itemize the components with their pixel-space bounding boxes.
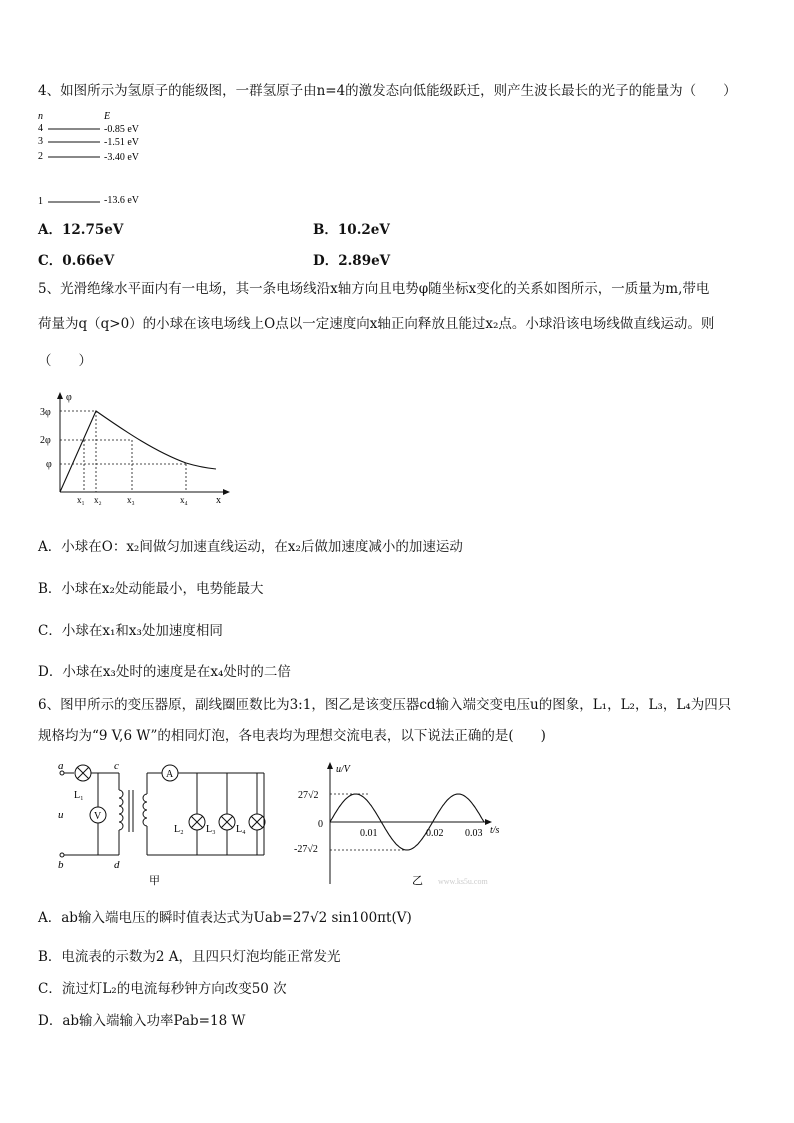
caption-yi: 乙	[412, 875, 423, 887]
x-axis-label: x	[216, 495, 221, 506]
level-4-n: 4	[38, 123, 43, 134]
q6-option-d: D．ab输入端输入功率Pab=18 W	[38, 1013, 246, 1029]
t-axis-label: t/s	[490, 825, 500, 836]
q4-option-d: D．2.89eV	[313, 253, 391, 269]
phi-axis-label: φ	[66, 392, 72, 403]
ammeter-label: A	[166, 769, 174, 780]
watermark: www.ks5u.com	[438, 877, 488, 886]
x-axis-arrow	[223, 489, 230, 495]
peak-pos-label: 27√2	[298, 790, 319, 801]
q5-stem-line3: （ ）	[38, 353, 92, 369]
tick-x1: x₁	[77, 495, 85, 505]
level-3-n: 3	[38, 136, 43, 147]
q6-stem-line2: 规格均为“9 V,6 W”的相同灯泡，各电表均为理想交流电表，以下说法正确的是( )	[38, 728, 546, 744]
terminal-b-label: b	[58, 859, 64, 871]
energy-level-diagram	[34, 110, 234, 210]
potential-graph	[36, 390, 236, 510]
tick-0-03: 0.03	[465, 828, 483, 839]
level-1-energy: -13.6 eV	[104, 195, 139, 206]
phi-curve	[60, 411, 216, 492]
level-2-n: 2	[38, 151, 43, 162]
phi-axis-arrow	[57, 392, 63, 399]
voltage-waveform	[290, 760, 520, 890]
terminal-c-label: c	[114, 760, 119, 772]
q5-option-c: C．小球在x₁和x₃处加速度相同	[38, 623, 223, 639]
q6-stem-line1: 6、图甲所示的变压器原，副线圈匝数比为3:1，图乙是该变压器cd输入端交变电压u的图象，L₁，L₂，L₃，L₄为四只	[38, 697, 732, 713]
level-1-n: 1	[38, 196, 43, 207]
caption-jia: 甲	[149, 875, 160, 887]
tick-x2: x₂	[94, 495, 102, 505]
q4-stem: 4、如图所示为氢原子的能级图，一群氢原子由n=4的激发态向低能级跃迁，则产生波长最长的光子的能量为（ ）	[38, 83, 737, 99]
secondary-coil	[143, 794, 147, 826]
level-2-energy: -3.40 eV	[104, 152, 139, 163]
tick-2phi: 2φ	[40, 435, 51, 446]
tick-x4: x₄	[180, 495, 188, 505]
q5-stem-line1: 5、光滑绝缘水平面内有一电场，其一条电场线沿x轴方向且电势φ随坐标x变化的关系如图所示，一质量为m,带电	[38, 281, 710, 297]
u-axis-label: u/V	[336, 764, 350, 775]
q4-option-a: A．12.75eV	[38, 222, 124, 238]
q4-option-b: B．10.2eV	[313, 222, 390, 238]
tick-0-02: 0.02	[426, 828, 444, 839]
tick-phi: φ	[46, 459, 52, 470]
level-3-energy: -1.51 eV	[104, 137, 139, 148]
terminal-d-label: d	[114, 859, 120, 871]
q5-option-a: A．小球在O：x₂间做匀加速直线运动，在x₂后做加速度减小的加速运动	[38, 539, 463, 555]
q6-option-a: A．ab输入端电压的瞬时值表达式为Uab=27√2 sin100πt(V)	[38, 910, 412, 926]
primary-coil	[119, 790, 123, 830]
lamp-l2-label: L₂	[174, 824, 184, 835]
n-axis-label: n	[38, 111, 43, 122]
lamp-l3-label: L₃	[206, 824, 216, 835]
e-axis-label: E	[104, 111, 111, 122]
origin-label: 0	[318, 819, 323, 830]
q6-option-c: C．流过灯L₂的电流每秒钟方向改变50 次	[38, 981, 287, 997]
transformer-circuit	[54, 760, 284, 890]
q5-option-b: B．小球在x₂处动能最小，电势能最大	[38, 581, 264, 597]
tick-x3: x₃	[127, 495, 135, 505]
tick-0-01: 0.01	[360, 828, 378, 839]
u-label: u	[58, 809, 64, 821]
terminal-a-label: a	[58, 760, 64, 772]
voltmeter-label: V	[94, 811, 102, 822]
lamp-l1-label: L₁	[74, 790, 84, 801]
level-4-energy: -0.85 eV	[104, 124, 139, 135]
peak-neg-label: -27√2	[294, 844, 318, 855]
q4-option-c: C．0.66eV	[38, 253, 115, 269]
q6-option-b: B．电流表的示数为2 A，且四只灯泡均能正常发光	[38, 949, 341, 965]
terminal-b	[60, 853, 64, 857]
q5-option-d: D．小球在x₃处时的速度是在x₄处时的二倍	[38, 664, 291, 680]
tick-3phi: 3φ	[40, 407, 51, 418]
q5-stem-line2: 荷量为q（q>0）的小球在该电场线上O点以一定速度向x轴正向释放且能过x₂点。小球沿该电场线做直线运动。则	[38, 316, 715, 332]
lamp-l4-label: L₄	[236, 824, 246, 835]
